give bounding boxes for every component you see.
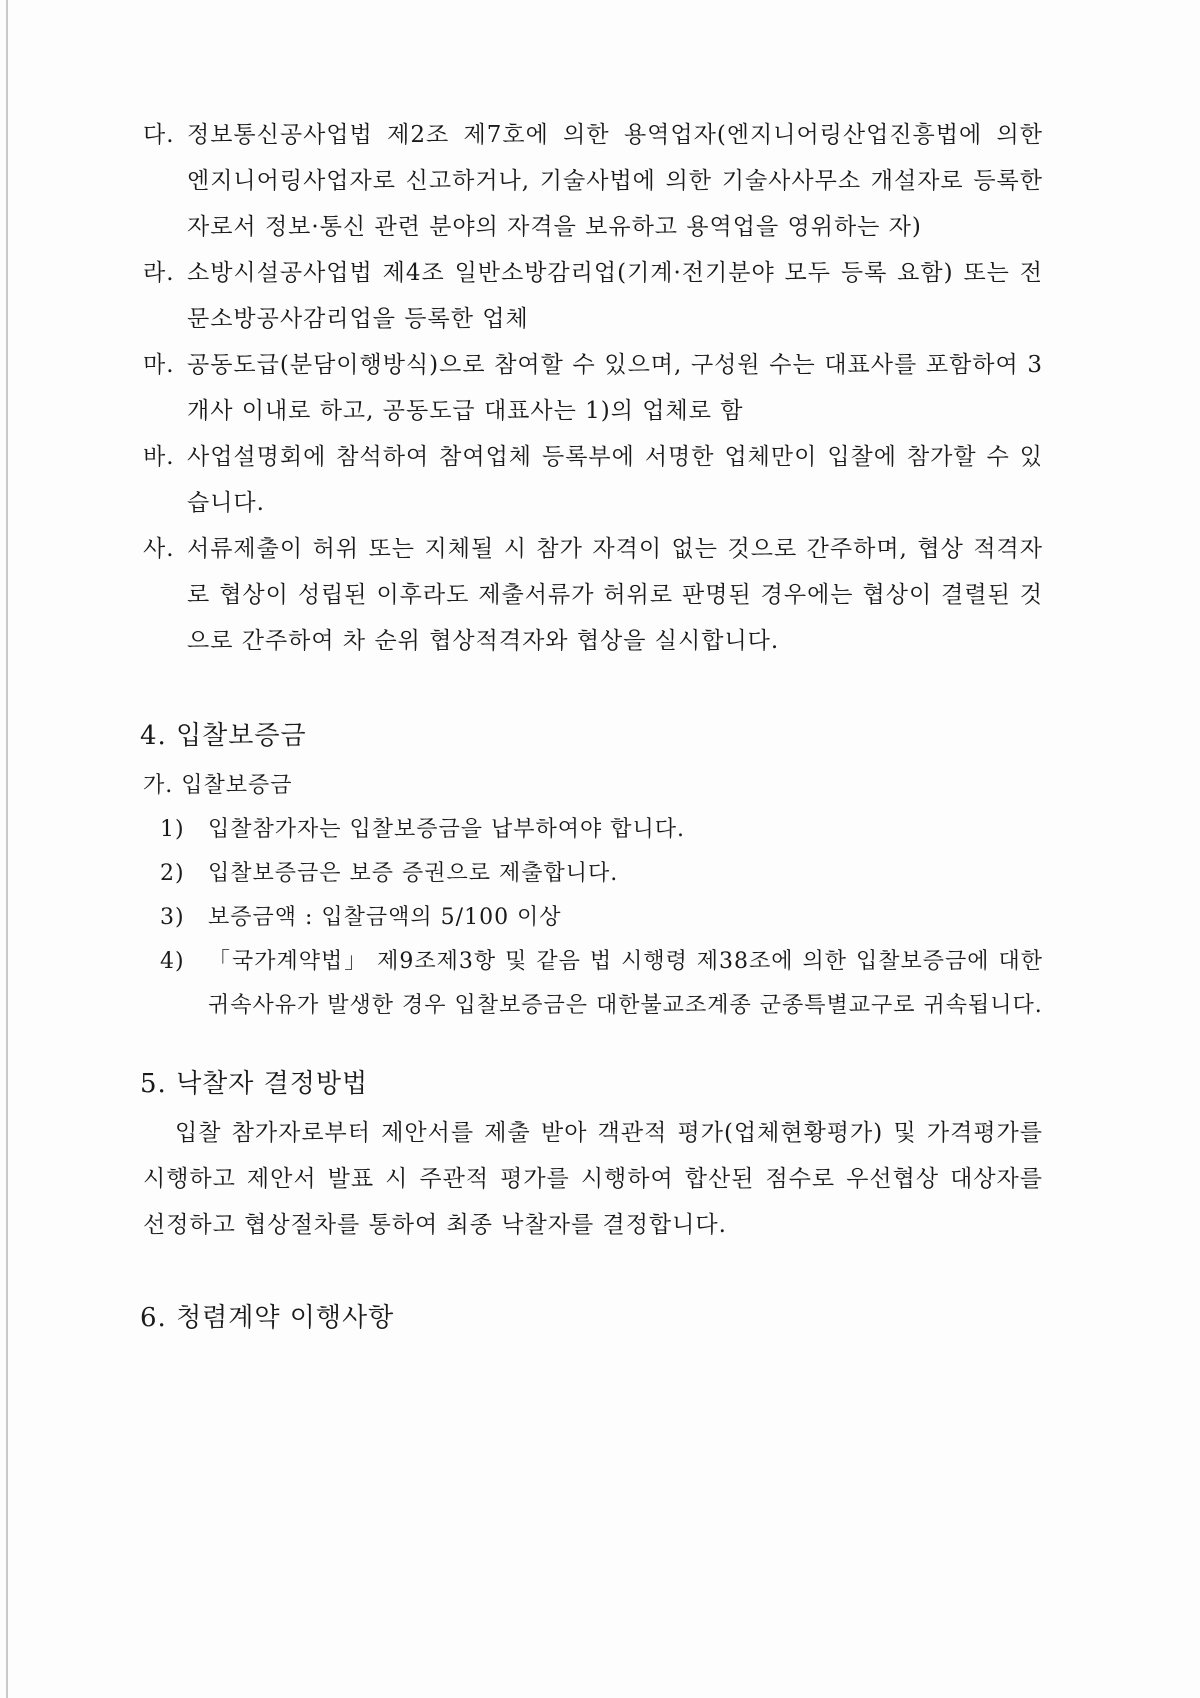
numbered-item-text: 보증금액 : 입찰금액의 5/100 이상 xyxy=(208,905,562,930)
section-5-paragraph: 입찰 참가자로부터 제안서를 제출 받아 객관적 평가(업체현황평가) 및 가격평가를 시행하고 제안서 발표 시 주관적 평가를 시행하여 합산된 점수로 우선협상 대상자를 선정하고 협상절차를 통하여 최종 낙찰자를 결정합니다. xyxy=(143,1120,1043,1238)
section-4-heading: 4. 입찰보증금 xyxy=(140,721,307,751)
scan-edge-line xyxy=(6,0,8,1698)
list-item-text: 서류제출이 허위 또는 지체될 시 참가 자격이 없는 것으로 간주하며, 협상 적격자로 협상이 성립된 이후라도 제출서류가 허위로 판명된 경우에는 협상이 결렬된 것으로 간주하여 차 순위 협상적격자와 협상을 실시합니다. xyxy=(187,536,1043,654)
list-marker: 다. xyxy=(143,122,175,148)
section-4-subheading: 가. 입찰보증금 xyxy=(143,773,293,798)
number-marker: 3) xyxy=(160,905,185,930)
number-marker: 4) xyxy=(160,949,185,974)
number-marker: 1) xyxy=(160,817,185,842)
number-marker: 2) xyxy=(160,861,185,886)
numbered-item-text: 「국가계약법」 제9조제3항 및 같음 법 시행령 제38조에 의한 입찰보증금에 대한 귀속사유가 발생한 경우 입찰보증금은 대한불교조계종 군종특별교구로 귀속됩니다. xyxy=(208,949,1043,1018)
numbered-item-3 xyxy=(160,896,1043,940)
list-marker: 사. xyxy=(143,536,175,562)
list-item-text: 공동도급(분담이행방식)으로 참여할 수 있으며, 구성원 수는 대표사를 포함하여 3개사 이내로 하고, 공동도급 대표사는 1)의 업체로 함 xyxy=(187,352,1043,424)
list-item-da xyxy=(143,112,1043,250)
numbered-item-4 xyxy=(160,940,1043,1028)
section-5-heading: 5. 낙찰자 결정방법 xyxy=(140,1069,369,1099)
list-item-ma xyxy=(143,342,1043,434)
list-item-sa xyxy=(143,526,1043,664)
document-body xyxy=(140,112,1043,1338)
list-item-text: 정보통신공사업법 제2조 제7호에 의한 용역업자(엔지니어링산업진흥법에 의한 엔지니어링사업자로 신고하거나, 기술사법에 의한 기술사사무소 개설자로 등록한 자로서 정보·통신 관련 분야의 자격을 보유하고 용역업을 영위하는 자) xyxy=(187,122,1043,240)
list-item-ra xyxy=(143,250,1043,342)
list-marker: 라. xyxy=(143,260,175,286)
list-marker: 마. xyxy=(143,352,175,378)
list-item-text: 사업설명회에 참석하여 참여업체 등록부에 서명한 업체만이 입찰에 참가할 수 있습니다. xyxy=(187,444,1043,516)
list-item-ba xyxy=(143,434,1043,526)
list-item-text: 소방시설공사업법 제4조 일반소방감리업(기계·전기분야 모두 등록 요함) 또는 전문소방공사감리업을 등록한 업체 xyxy=(187,260,1043,332)
numbered-item-text: 입찰보증금은 보증 증권으로 제출합니다. xyxy=(208,861,619,886)
numbered-item-text: 입찰참가자는 입찰보증금을 납부하여야 합니다. xyxy=(208,817,686,842)
section-6-heading: 6. 청렴계약 이행사항 xyxy=(140,1303,395,1333)
numbered-item-1 xyxy=(160,808,1043,852)
numbered-item-2 xyxy=(160,852,1043,896)
list-marker: 바. xyxy=(143,444,175,470)
